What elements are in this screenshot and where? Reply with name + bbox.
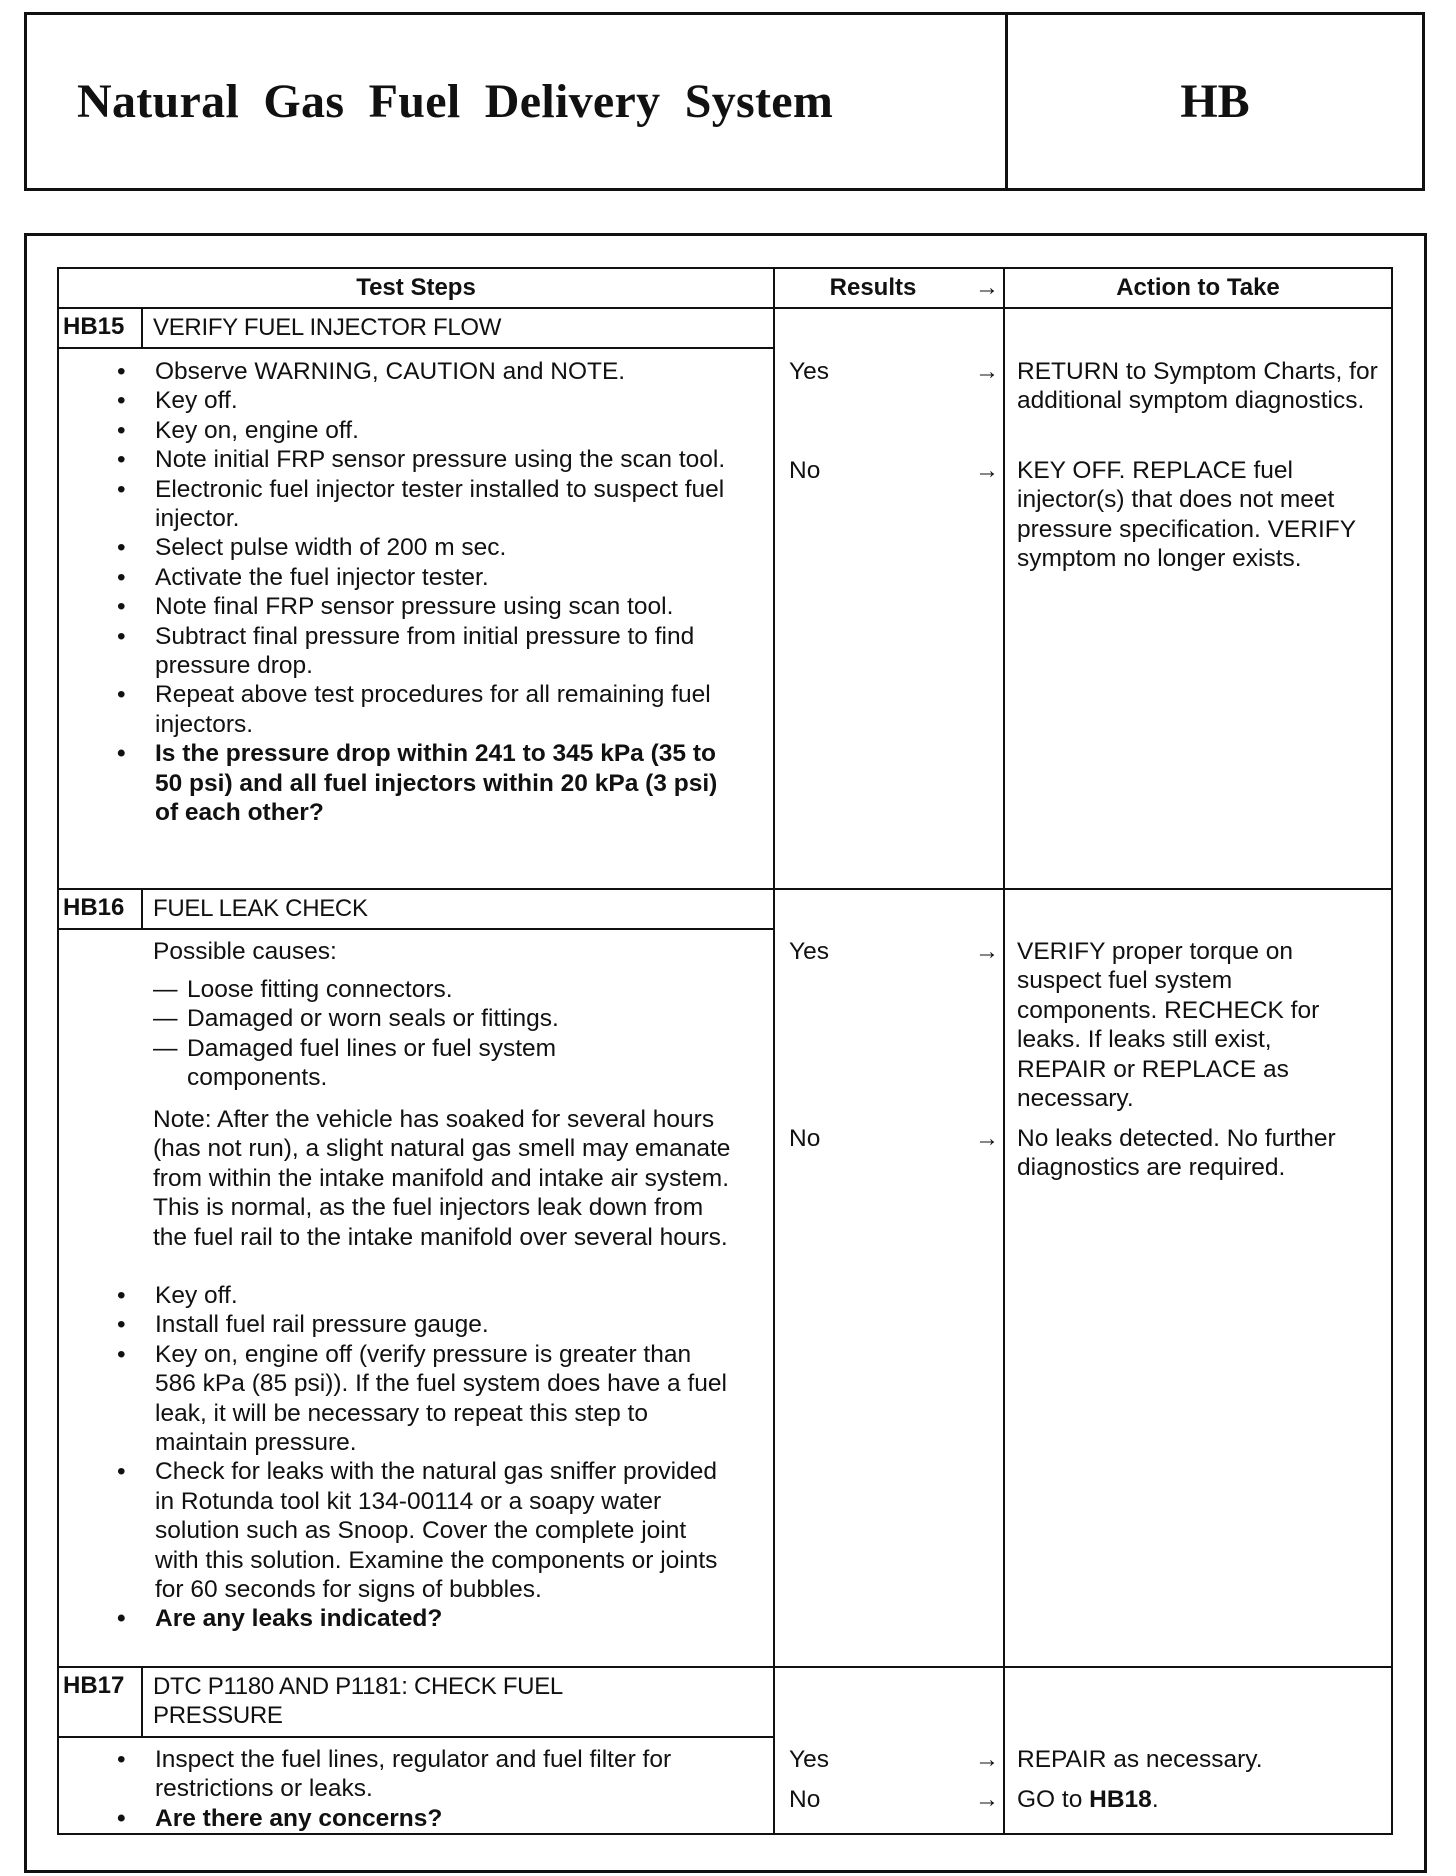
hb16-code: HB16	[63, 894, 125, 921]
header-arrow-icon: →	[975, 274, 999, 301]
hb16-yes-action: VERIFY proper torque on suspect fuel system components. RECHECK for leaks. If leaks still exist, REPAIR or REPLACE as necessary.	[1017, 938, 1320, 1113]
col-header-test-steps: Test Steps	[356, 274, 476, 301]
results-action-divider	[1003, 269, 1005, 1833]
hb15-question: • Is the pressure drop within 241 to 345 kPa (35 to 50 psi) and all fuel injectors within 20 kPa (3 psi) of each other?	[115, 739, 735, 827]
list-item: — Loose fitting connectors.	[143, 975, 703, 1004]
hb16-title: FUEL LEAK CHECK	[153, 895, 368, 922]
page-title: Natural Gas Fuel Delivery System	[77, 75, 834, 128]
list-item: — Damaged fuel lines or fuel system components.	[143, 1034, 703, 1093]
hb15-title: VERIFY FUEL INJECTOR FLOW	[153, 314, 502, 341]
hb17-no-action-suffix: .	[1151, 1786, 1159, 1813]
list-item: — Damaged or worn seals or fittings.	[143, 1004, 703, 1033]
hb17-row-divider	[59, 1666, 1391, 1668]
header-row-divider	[59, 307, 1391, 309]
col-header-results: Results	[829, 274, 917, 301]
hb16-yes-arrow-icon: →	[975, 938, 999, 965]
list-item: • Electronic fuel injector tester installed to suspect fuel injector.	[115, 475, 735, 534]
hb17-code: HB17	[63, 1672, 125, 1699]
hb16-causes	[143, 975, 703, 1093]
hb17-no-action	[1017, 1785, 1159, 1814]
list-item: • Key off.	[115, 386, 735, 415]
hb15-steps	[115, 357, 735, 828]
hb16-yes-label: Yes	[789, 938, 829, 965]
hb17-yes-label: Yes	[789, 1746, 829, 1773]
hb17-no-action-prefix: GO to	[1017, 1786, 1083, 1813]
hb17-no-arrow-icon: →	[975, 1786, 999, 1813]
hb17-steps	[115, 1745, 735, 1833]
hb17-title: DTC P1180 AND P1181: CHECK FUEL PRESSURE	[153, 1673, 563, 1729]
hb16-row-divider	[59, 888, 1391, 890]
steps-results-divider	[773, 269, 775, 1833]
list-item: • Observe WARNING, CAUTION and NOTE.	[115, 357, 735, 386]
list-item: • Inspect the fuel lines, regulator and fuel filter for restrictions or leaks.	[115, 1745, 735, 1804]
hb16-causes-label: Possible causes:	[153, 938, 337, 965]
list-item: • Install fuel rail pressure gauge.	[115, 1310, 735, 1339]
hb15-yes-arrow-icon: →	[975, 358, 999, 385]
list-item: • Key on, engine off (verify pressure is greater than 586 kPa (85 psi)). If the fuel system does have a fuel leak, it will be necessary to repeat this step to maintain pressure.	[115, 1340, 735, 1458]
hb16-title-underline	[59, 928, 773, 930]
hb15-code: HB15	[63, 313, 125, 340]
list-item: • Note final FRP sensor pressure using scan tool.	[115, 592, 735, 621]
hb17-question: • Are there any concerns?	[115, 1804, 735, 1833]
hb15-code-divider	[141, 307, 143, 347]
hb16-code-divider	[141, 888, 143, 928]
hb17-no-action-target: HB18	[1089, 1786, 1152, 1813]
page-header	[24, 12, 1425, 191]
hb17-title-underline	[59, 1736, 773, 1738]
list-item: • Check for leaks with the natural gas sniffer provided in Rotunda tool kit 134-00114 or a soapy water solution such as Snoop. Cover the complete joint with this solution. Examine the components or joints for 60 seconds for signs of bubbles.	[115, 1457, 735, 1604]
hb15-yes-action: RETURN to Symptom Charts, for additional symptom diagnostics.	[1017, 358, 1378, 415]
hb15-no-action: KEY OFF. REPLACE fuel injector(s) that does not meet pressure specification. VERIFY symptom no longer exists.	[1017, 457, 1356, 573]
list-item: • Note initial FRP sensor pressure using the scan tool.	[115, 445, 735, 474]
hb16-no-arrow-icon: →	[975, 1125, 999, 1152]
hb15-title-underline	[59, 347, 773, 349]
hb17-code-divider	[141, 1666, 143, 1736]
list-item: • Repeat above test procedures for all remaining fuel injectors.	[115, 680, 735, 739]
hb15-no-label: No	[789, 457, 821, 484]
hb17-yes-action: REPAIR as necessary.	[1017, 1746, 1263, 1773]
list-item: • Select pulse width of 200 m sec.	[115, 533, 735, 562]
hb16-no-action: No leaks detected. No further diagnostics are required.	[1017, 1125, 1336, 1182]
list-item: • Subtract final pressure from initial pressure to find pressure drop.	[115, 622, 735, 681]
list-item: • Activate the fuel injector tester.	[115, 563, 735, 592]
col-header-action: Action to Take	[1116, 274, 1280, 301]
hb17-yes-arrow-icon: →	[975, 1746, 999, 1773]
list-item: • Key on, engine off.	[115, 416, 735, 445]
hb16-no-label: No	[789, 1125, 821, 1152]
section-code: HB	[1180, 75, 1250, 128]
list-item: • Key off.	[115, 1281, 735, 1310]
hb16-note: Note: After the vehicle has soaked for several hours (has not run), a slight natural gas smell may emanate from within the intake manifold and intake air system. This is normal, as the fuel injectors leak down from the fuel rail to the intake manifold over several hours.	[153, 1106, 731, 1251]
diagnostic-table	[57, 267, 1393, 1835]
hb17-no-label: No	[789, 1786, 821, 1813]
hb16-steps	[115, 1281, 735, 1634]
hb15-no-arrow-icon: →	[975, 457, 999, 484]
hb16-question: • Are any leaks indicated?	[115, 1604, 735, 1633]
hb15-yes-label: Yes	[789, 358, 829, 385]
